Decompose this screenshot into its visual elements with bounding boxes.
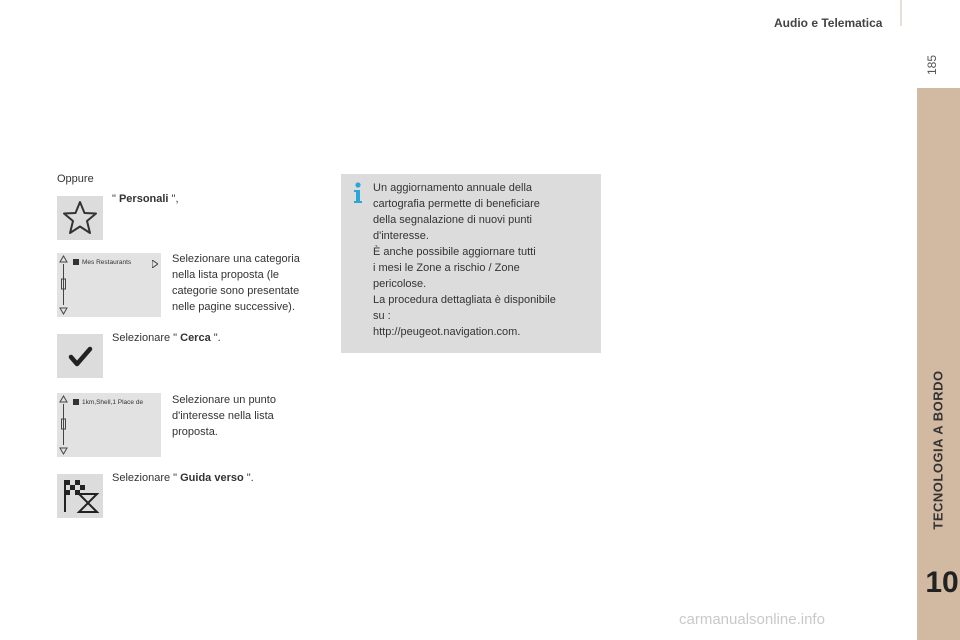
category-list-item: Mes Restaurants <box>73 259 131 266</box>
guide-step-text: Selezionare " Guida verso ". <box>112 472 254 484</box>
info-box <box>341 174 601 353</box>
category-step-text: Selezionare una categoria nella lista proposta (le categorie sono presentate nelle pagine successive). <box>172 253 300 313</box>
watermark-text: carmanualsonline.info <box>679 611 825 628</box>
poi-step-text: Selezionare un punto d'interesse nella lista proposta. <box>172 394 276 438</box>
category-list-screen <box>57 253 161 317</box>
checkmark-icon <box>57 334 103 378</box>
intro-text: Oppure <box>57 173 94 185</box>
header-divider <box>900 0 902 26</box>
search-step-text: Selezionare " Cerca ". <box>112 332 221 344</box>
personal-tile <box>57 196 103 240</box>
checkered-flag-icon <box>57 474 103 518</box>
page-number: 185 <box>925 54 940 76</box>
page-header-title: Audio e Telematica <box>774 16 883 30</box>
info-icon <box>351 182 365 204</box>
star-icon <box>57 196 103 240</box>
edit-icon <box>73 259 79 265</box>
guide-tile <box>57 474 103 518</box>
guide-keyword: Guida verso <box>180 472 244 484</box>
chapter-number: 10 <box>925 566 959 599</box>
search-keyword: Cerca <box>180 332 211 344</box>
scroll-rail-icon <box>57 393 70 457</box>
arrow-right-icon <box>152 260 158 268</box>
search-tile <box>57 334 103 378</box>
chapter-side-title: TECNOLOGIA A BORDO <box>930 370 946 530</box>
info-url: http://peugeot.navigation.com. <box>373 326 521 338</box>
poi-list-item: 1km,Shell,1 Place de <box>73 399 143 406</box>
scroll-rail-icon <box>57 253 70 317</box>
poi-marker-icon <box>73 399 79 405</box>
personal-keyword: Personali <box>118 193 169 205</box>
poi-list-screen <box>57 393 161 457</box>
info-text: Un aggiornamento annuale della cartografia permette di beneficiare della segnalazione di nuovi punti d'interesse. È anche possibile aggiornare tutti i mesi le Zone a rischio / Zone pericolose. La procedura dettagliata è disponibile su : http://peugeot.navigation.com. <box>373 180 595 340</box>
personal-step-text: " Personali ", <box>112 193 179 205</box>
